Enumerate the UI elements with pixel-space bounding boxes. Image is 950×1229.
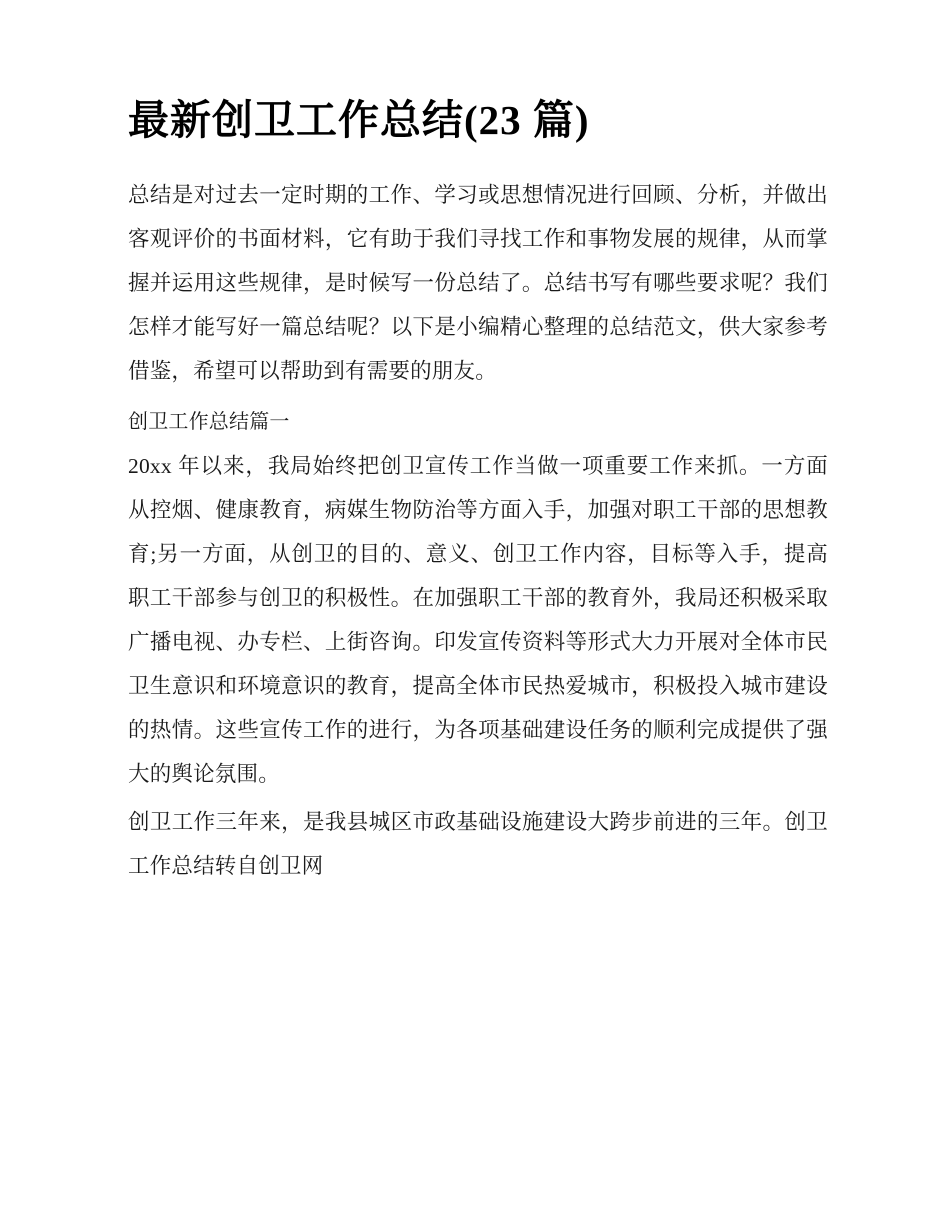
page-title: 最新创卫工作总结(23 篇) (128, 97, 590, 143)
body-paragraph-1: 20xx 年以来，我局始终把创卫宣传工作当做一项重要工作来抓。一方面从控烟、健康教育，病媒生物防治等方面入手，加强对职工干部的思想教育;另一方面，从创卫的目的、意义、创卫工作内容，目标等入手，提高职工干部参与创卫的积极性。在加强职工干部的教育外，我局还积极采取广播电视、办专栏、上街咨询。印发宣传资料等形式大力开展对全体市民卫生意识和环境意识的教育，提高全体市民热爱城市，积极投入城市建设的热情。这些宣传工作的进行，为各项基础建设任务的顺利完成提供了强大的舆论氛围。 (128, 453, 828, 786)
intro-paragraph: 总结是对过去一定时期的工作、学习或思想情况进行回顾、分析，并做出客观评价的书面材料，它有助于我们寻找工作和事物发展的规律，从而掌握并运用这些规律，是时候写一份总结了。总结书写有哪些要求呢？我们怎样才能写好一篇总结呢？以下是小编精心整理的总结范文，供大家参考借鉴，希望可以帮助到有需要的朋友。 (128, 183, 828, 384)
body-paragraph-2: 创卫工作三年来，是我县城区市政基础设施建设大跨步前进的三年。创卫工作总结转自创卫网 (128, 810, 828, 879)
section-heading: 创卫工作总结篇一 (128, 410, 290, 433)
